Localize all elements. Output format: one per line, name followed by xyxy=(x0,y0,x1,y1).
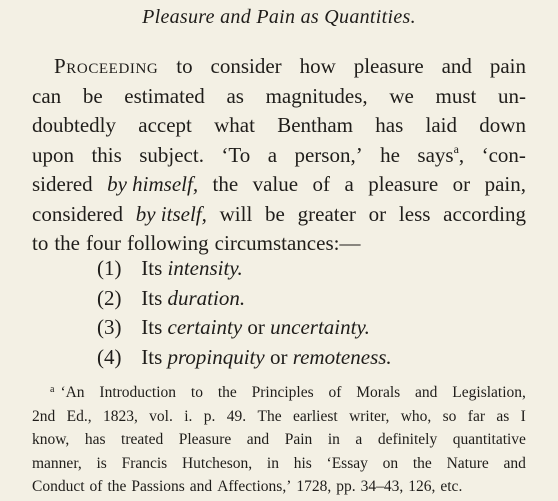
word: to xyxy=(176,54,193,78)
word: what xyxy=(214,113,255,137)
word: upon xyxy=(32,142,74,167)
word: says xyxy=(417,142,454,167)
word: the xyxy=(412,454,432,472)
word: 1823, xyxy=(102,407,138,425)
footnote-marker: a xyxy=(50,384,55,395)
word: 126, xyxy=(408,478,436,495)
word: and xyxy=(503,454,526,472)
list-lead: Its xyxy=(141,285,163,310)
list-number: (2) xyxy=(97,285,122,310)
list-lead: Its xyxy=(141,344,163,369)
word: Pain xyxy=(284,431,313,448)
word: less xyxy=(398,201,431,226)
word: pp. xyxy=(336,478,356,495)
footnote-lead xyxy=(50,381,85,405)
word: has xyxy=(84,431,106,448)
paragraph-line-4 xyxy=(32,141,526,171)
word: earliest xyxy=(292,407,338,425)
word: Conduct xyxy=(32,478,85,495)
list-term: propinquity xyxy=(167,344,265,369)
word: far xyxy=(467,407,485,425)
word: value xyxy=(252,172,299,196)
emphasis: by itself, xyxy=(135,201,207,226)
word: 34–43, xyxy=(360,478,404,495)
word: a xyxy=(355,431,363,448)
word: and xyxy=(441,54,472,78)
word: ‘To xyxy=(221,142,251,167)
word: pleasure xyxy=(368,172,439,196)
word: Hutcheson, xyxy=(181,454,253,472)
word: Morals xyxy=(356,384,401,401)
word: pleasure xyxy=(353,54,424,78)
paragraph-line-5 xyxy=(32,170,526,200)
list-number: (4) xyxy=(97,344,122,369)
circumstances-list xyxy=(97,254,392,372)
word: definitely xyxy=(377,431,438,448)
footnote-line-4 xyxy=(32,452,526,476)
paragraph-line-6 xyxy=(32,200,526,230)
word: consider xyxy=(210,54,282,78)
word: un- xyxy=(497,83,526,108)
emphasis: by himself, xyxy=(107,172,199,196)
footnote xyxy=(32,381,526,499)
word: as xyxy=(496,407,510,425)
footnote-line-1 xyxy=(32,381,526,405)
word: Ed., xyxy=(66,407,92,425)
word: Pleasure xyxy=(178,431,232,448)
word: in xyxy=(327,431,340,448)
word: i. xyxy=(184,407,193,425)
word: ‘An xyxy=(60,384,85,401)
word: 1728, xyxy=(296,478,332,495)
word: must xyxy=(435,83,477,108)
list-lead: Its xyxy=(141,315,163,339)
word: The xyxy=(257,407,282,425)
word: a xyxy=(267,142,278,167)
word: 2nd xyxy=(32,407,56,425)
word: vol. xyxy=(149,407,173,425)
word: sidered xyxy=(32,172,93,196)
word: has xyxy=(375,113,404,137)
word: so xyxy=(442,407,457,425)
list-conjunction: or xyxy=(269,344,288,369)
list-item xyxy=(97,284,392,314)
word: this xyxy=(91,142,122,167)
word: who, xyxy=(400,407,432,425)
word: of xyxy=(312,172,331,196)
word: estimated xyxy=(124,83,205,108)
list-item xyxy=(97,343,392,373)
word: Bentham xyxy=(277,113,354,137)
word: be xyxy=(265,201,285,226)
word: pain, xyxy=(484,172,526,196)
word: person,’ xyxy=(294,142,363,167)
list-term: intensity. xyxy=(167,256,243,280)
word: the xyxy=(54,231,80,255)
word: or xyxy=(452,172,471,196)
word: greater xyxy=(297,201,356,226)
word: Affections,’ xyxy=(217,478,292,495)
word: and xyxy=(415,384,438,401)
word: treated xyxy=(121,431,164,448)
word: pain xyxy=(489,54,526,78)
word: quantitative xyxy=(452,431,526,448)
word: ‘Essay xyxy=(326,454,368,472)
word: the xyxy=(217,384,237,401)
word: p. xyxy=(203,407,216,425)
word: the xyxy=(212,172,239,196)
list-term: uncertainty. xyxy=(270,315,370,339)
word: Passions xyxy=(131,478,185,495)
word: in xyxy=(266,454,279,472)
paragraph-line-3 xyxy=(32,111,526,141)
lead-word: Proceeding xyxy=(54,54,159,78)
word: as xyxy=(226,83,244,108)
word: know, xyxy=(32,431,70,448)
word: doubtedly xyxy=(32,113,116,137)
word: of xyxy=(89,478,103,495)
word: be xyxy=(82,83,103,108)
word: and xyxy=(189,478,213,495)
word: to xyxy=(190,384,203,401)
word: his xyxy=(293,454,312,472)
word: circumstances:— xyxy=(214,231,361,255)
word: Principles xyxy=(251,384,314,401)
word: Nature xyxy=(446,454,489,472)
word: the xyxy=(107,478,127,495)
word: how xyxy=(299,54,336,78)
word: considered xyxy=(32,201,123,226)
word: or xyxy=(368,201,387,226)
running-head: Pleasure and Pain as Quantities. xyxy=(142,6,416,28)
word: on xyxy=(382,454,399,472)
footnote-line-5 xyxy=(32,475,526,499)
word: Francis xyxy=(121,454,168,472)
paragraph-line-2 xyxy=(32,82,526,112)
word-with-footnote: says$^a$, xyxy=(417,141,465,167)
word: four xyxy=(86,231,121,255)
list-item xyxy=(97,313,392,343)
list-term: certainty xyxy=(167,315,243,339)
list-number: (1) xyxy=(97,256,122,280)
word: ‘con- xyxy=(481,142,526,167)
list-lead: Its xyxy=(141,256,163,280)
footnote-line-3 xyxy=(32,428,526,452)
footnote-line-2 xyxy=(32,405,526,429)
word: he xyxy=(380,142,400,167)
word: can xyxy=(32,83,62,108)
word: we xyxy=(389,83,414,108)
word: a xyxy=(344,172,354,196)
paragraph-line-1 xyxy=(32,52,526,82)
word: Legislation, xyxy=(452,384,526,401)
list-number: (3) xyxy=(97,315,122,339)
word: of xyxy=(328,384,342,401)
word: magnitudes, xyxy=(265,83,368,108)
word: Introduction xyxy=(99,384,177,401)
list-item xyxy=(97,254,392,284)
word: will xyxy=(219,201,253,226)
word: according xyxy=(443,201,526,226)
footnote-reference: a xyxy=(453,141,459,156)
word: laid xyxy=(425,113,458,137)
list-conjunction: or xyxy=(247,315,265,339)
word: writer, xyxy=(349,407,390,425)
word: is xyxy=(96,454,107,472)
list-term: duration. xyxy=(167,285,246,310)
word: I xyxy=(520,407,526,425)
word: subject. xyxy=(139,142,204,167)
word: 49. xyxy=(226,407,247,425)
word: and xyxy=(246,431,270,448)
body-paragraph xyxy=(32,52,526,259)
word: etc. xyxy=(440,478,463,495)
word: down xyxy=(479,113,526,137)
word: to xyxy=(32,231,49,255)
word: accept xyxy=(138,113,192,137)
word: following xyxy=(127,231,209,255)
list-term: remoteness. xyxy=(292,344,392,369)
word: manner, xyxy=(32,454,82,472)
